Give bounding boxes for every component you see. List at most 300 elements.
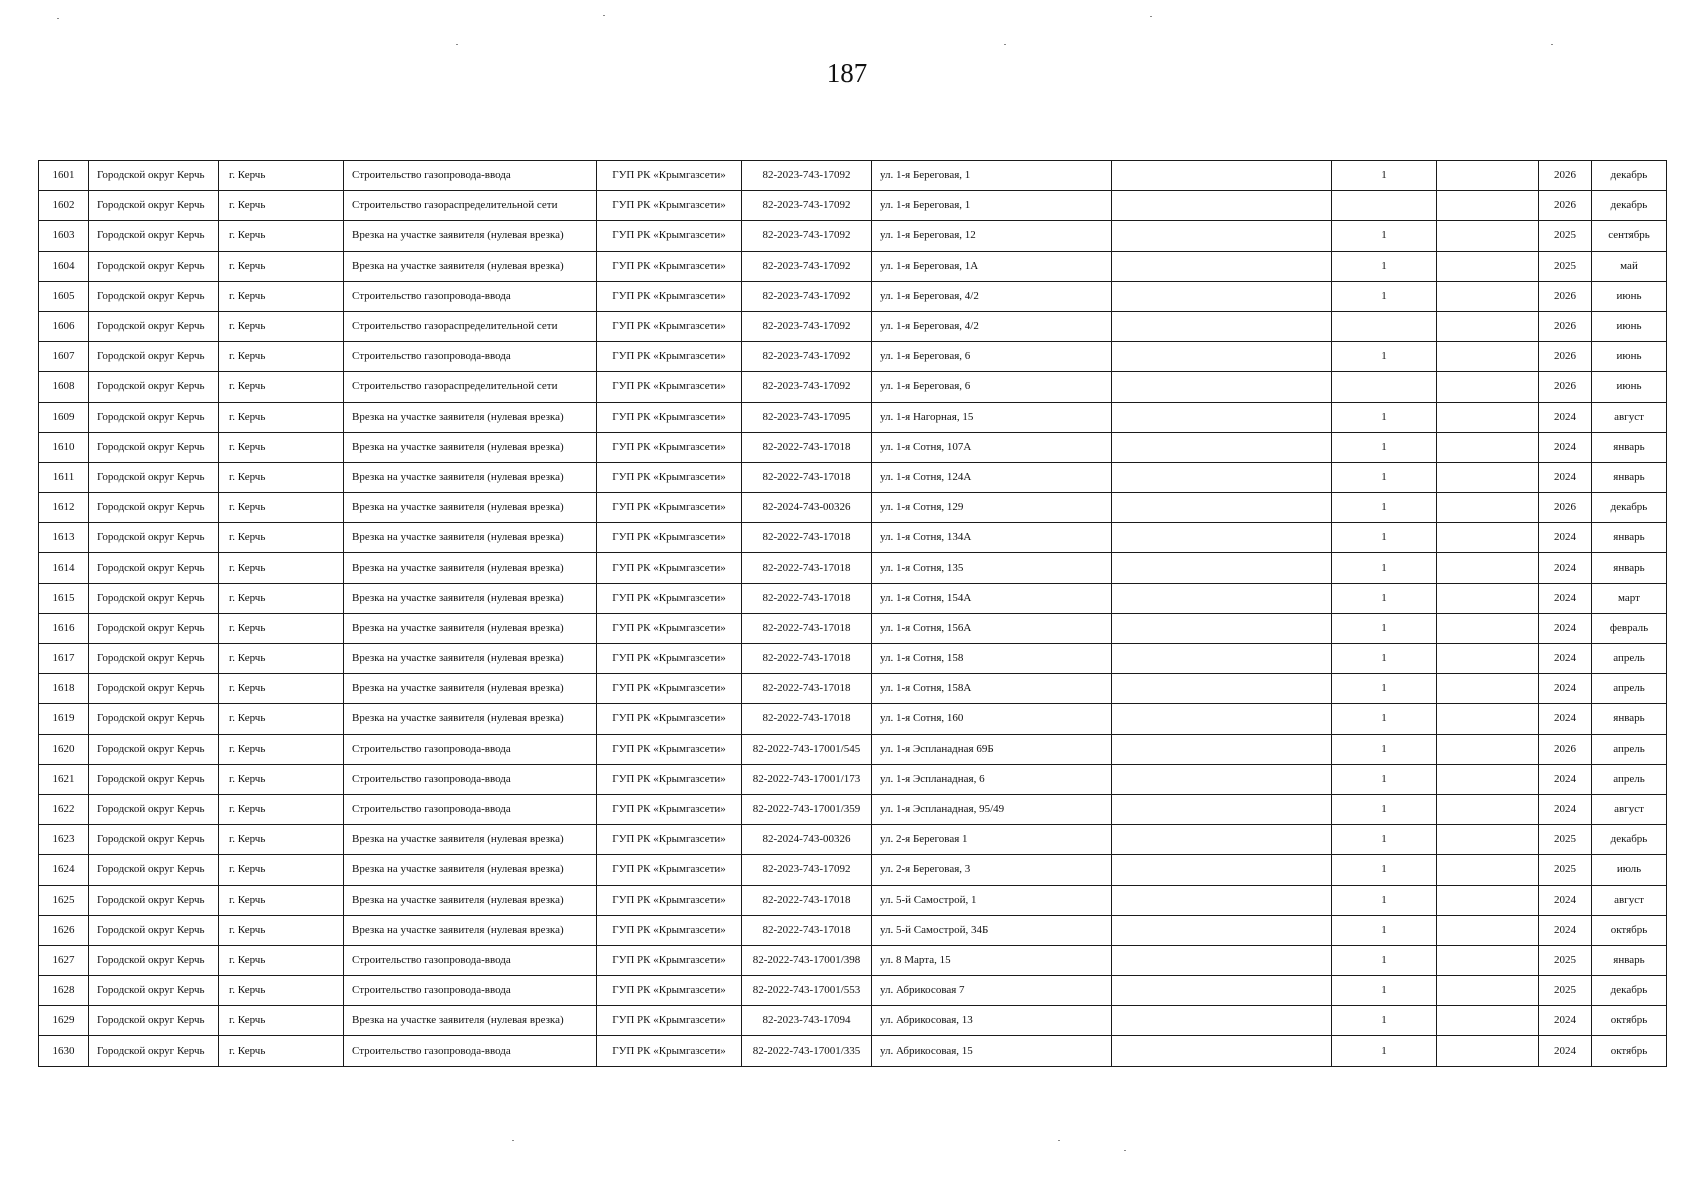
municipality-cell: Городской округ Керчь xyxy=(89,553,219,583)
organization-cell: ГУП РК «Крымгазсети» xyxy=(597,734,742,764)
quantity-cell: 1 xyxy=(1332,764,1437,794)
municipality-cell: Городской округ Керчь xyxy=(89,613,219,643)
locality-cell: г. Керчь xyxy=(219,583,344,613)
year-cell: 2024 xyxy=(1539,674,1592,704)
locality-cell: г. Керчь xyxy=(219,825,344,855)
organization-cell: ГУП РК «Крымгазсети» xyxy=(597,372,742,402)
month-cell: декабрь xyxy=(1592,825,1667,855)
quantity-cell: 1 xyxy=(1332,251,1437,281)
project-code-cell: 82-2023-743-17092 xyxy=(742,251,872,281)
table-row xyxy=(39,794,1667,824)
organization-cell: ГУП РК «Крымгазсети» xyxy=(597,915,742,945)
project-code-cell: 82-2022-743-17018 xyxy=(742,915,872,945)
project-code-cell: 82-2023-743-17092 xyxy=(742,855,872,885)
empty-cell xyxy=(1112,583,1332,613)
table-row xyxy=(39,462,1667,492)
municipality-cell: Городской округ Керчь xyxy=(89,402,219,432)
table-row xyxy=(39,674,1667,704)
table-row xyxy=(39,976,1667,1006)
project-code-cell: 82-2022-743-17001/359 xyxy=(742,794,872,824)
empty-cell xyxy=(1112,855,1332,885)
year-cell: 2024 xyxy=(1539,402,1592,432)
month-cell: апрель xyxy=(1592,734,1667,764)
work-type-cell: Строительство газораспределительной сети xyxy=(344,311,597,341)
empty-cell xyxy=(1112,161,1332,191)
year-cell: 2025 xyxy=(1539,251,1592,281)
table-row xyxy=(39,1036,1667,1066)
month-cell: октябрь xyxy=(1592,1006,1667,1036)
empty-cell xyxy=(1437,855,1539,885)
row-number: 1628 xyxy=(39,976,89,1006)
month-cell: январь xyxy=(1592,432,1667,462)
work-type-cell: Врезка на участке заявителя (нулевая врезка) xyxy=(344,221,597,251)
address-cell: ул. 1-я Береговая, 4/2 xyxy=(872,311,1112,341)
address-cell: ул. 1-я Сотня, 129 xyxy=(872,493,1112,523)
address-cell: ул. 8 Марта, 15 xyxy=(872,945,1112,975)
empty-cell xyxy=(1112,462,1332,492)
quantity-cell: 1 xyxy=(1332,553,1437,583)
year-cell: 2026 xyxy=(1539,281,1592,311)
empty-cell xyxy=(1437,1006,1539,1036)
quantity-cell: 1 xyxy=(1332,855,1437,885)
project-code-cell: 82-2023-743-17092 xyxy=(742,281,872,311)
municipality-cell: Городской округ Керчь xyxy=(89,191,219,221)
quantity-cell: 1 xyxy=(1332,885,1437,915)
work-type-cell: Врезка на участке заявителя (нулевая врезка) xyxy=(344,885,597,915)
empty-cell xyxy=(1437,523,1539,553)
municipality-cell: Городской округ Керчь xyxy=(89,976,219,1006)
locality-cell: г. Керчь xyxy=(219,161,344,191)
organization-cell: ГУП РК «Крымгазсети» xyxy=(597,794,742,824)
project-code-cell: 82-2023-743-17092 xyxy=(742,221,872,251)
organization-cell: ГУП РК «Крымгазсети» xyxy=(597,462,742,492)
year-cell: 2024 xyxy=(1539,432,1592,462)
municipality-cell: Городской округ Керчь xyxy=(89,825,219,855)
quantity-cell: 1 xyxy=(1332,342,1437,372)
year-cell: 2024 xyxy=(1539,915,1592,945)
quantity-cell: 1 xyxy=(1332,1036,1437,1066)
row-number: 1602 xyxy=(39,191,89,221)
organization-cell: ГУП РК «Крымгазсети» xyxy=(597,855,742,885)
row-number: 1622 xyxy=(39,794,89,824)
address-cell: ул. 1-я Сотня, 107А xyxy=(872,432,1112,462)
empty-cell xyxy=(1437,945,1539,975)
quantity-cell: 1 xyxy=(1332,945,1437,975)
month-cell: апрель xyxy=(1592,764,1667,794)
row-number: 1603 xyxy=(39,221,89,251)
organization-cell: ГУП РК «Крымгазсети» xyxy=(597,493,742,523)
year-cell: 2026 xyxy=(1539,372,1592,402)
locality-cell: г. Керчь xyxy=(219,976,344,1006)
municipality-cell: Городской округ Керчь xyxy=(89,945,219,975)
quantity-cell: 1 xyxy=(1332,734,1437,764)
month-cell: декабрь xyxy=(1592,976,1667,1006)
empty-cell xyxy=(1437,1036,1539,1066)
empty-cell xyxy=(1437,281,1539,311)
project-code-cell: 82-2022-743-17018 xyxy=(742,674,872,704)
project-code-cell: 82-2023-743-17092 xyxy=(742,372,872,402)
table-row xyxy=(39,553,1667,583)
empty-cell xyxy=(1112,976,1332,1006)
address-cell: ул. 1-я Береговая, 1 xyxy=(872,161,1112,191)
locality-cell: г. Керчь xyxy=(219,493,344,523)
row-number: 1607 xyxy=(39,342,89,372)
organization-cell: ГУП РК «Крымгазсети» xyxy=(597,825,742,855)
work-type-cell: Строительство газопровода-ввода xyxy=(344,976,597,1006)
municipality-cell: Городской округ Керчь xyxy=(89,311,219,341)
address-cell: ул. 1-я Береговая, 6 xyxy=(872,342,1112,372)
quantity-cell: 1 xyxy=(1332,644,1437,674)
empty-cell xyxy=(1112,794,1332,824)
table-row xyxy=(39,221,1667,251)
year-cell: 2025 xyxy=(1539,825,1592,855)
address-cell: ул. 1-я Сотня, 135 xyxy=(872,553,1112,583)
year-cell: 2024 xyxy=(1539,794,1592,824)
quantity-cell: 1 xyxy=(1332,1006,1437,1036)
empty-cell xyxy=(1112,493,1332,523)
empty-cell xyxy=(1112,221,1332,251)
empty-cell xyxy=(1112,734,1332,764)
project-code-cell: 82-2023-743-17092 xyxy=(742,311,872,341)
locality-cell: г. Керчь xyxy=(219,553,344,583)
row-number: 1624 xyxy=(39,855,89,885)
project-code-cell: 82-2022-743-17001/553 xyxy=(742,976,872,1006)
work-type-cell: Врезка на участке заявителя (нулевая врезка) xyxy=(344,251,597,281)
month-cell: декабрь xyxy=(1592,191,1667,221)
work-type-cell: Врезка на участке заявителя (нулевая врезка) xyxy=(344,432,597,462)
scan-speck xyxy=(1004,44,1006,45)
row-number: 1606 xyxy=(39,311,89,341)
organization-cell: ГУП РК «Крымгазсети» xyxy=(597,613,742,643)
address-cell: ул. 1-я Эспланадная 69Б xyxy=(872,734,1112,764)
empty-cell xyxy=(1437,885,1539,915)
work-type-cell: Врезка на участке заявителя (нулевая врезка) xyxy=(344,553,597,583)
organization-cell: ГУП РК «Крымгазсети» xyxy=(597,432,742,462)
empty-cell xyxy=(1437,191,1539,221)
address-cell: ул. 1-я Береговая, 4/2 xyxy=(872,281,1112,311)
work-type-cell: Врезка на участке заявителя (нулевая врезка) xyxy=(344,613,597,643)
empty-cell xyxy=(1437,161,1539,191)
locality-cell: г. Керчь xyxy=(219,613,344,643)
empty-cell xyxy=(1437,644,1539,674)
gas-works-table-wrapper xyxy=(38,160,1667,1067)
locality-cell: г. Керчь xyxy=(219,734,344,764)
year-cell: 2026 xyxy=(1539,493,1592,523)
address-cell: ул. 1-я Береговая, 1А xyxy=(872,251,1112,281)
row-number: 1620 xyxy=(39,734,89,764)
empty-cell xyxy=(1112,1036,1332,1066)
gas-works-table xyxy=(38,160,1667,1067)
empty-cell xyxy=(1112,402,1332,432)
work-type-cell: Строительство газораспределительной сети xyxy=(344,191,597,221)
empty-cell xyxy=(1437,583,1539,613)
address-cell: ул. 2-я Береговая 1 xyxy=(872,825,1112,855)
work-type-cell: Строительство газопровода-ввода xyxy=(344,342,597,372)
empty-cell xyxy=(1437,764,1539,794)
address-cell: ул. 1-я Сотня, 154А xyxy=(872,583,1112,613)
locality-cell: г. Керчь xyxy=(219,1006,344,1036)
address-cell: ул. Абрикосовая 7 xyxy=(872,976,1112,1006)
table-row xyxy=(39,342,1667,372)
empty-cell xyxy=(1437,734,1539,764)
municipality-cell: Городской округ Керчь xyxy=(89,583,219,613)
project-code-cell: 82-2022-743-17001/545 xyxy=(742,734,872,764)
organization-cell: ГУП РК «Крымгазсети» xyxy=(597,191,742,221)
municipality-cell: Городской округ Керчь xyxy=(89,281,219,311)
table-row xyxy=(39,855,1667,885)
empty-cell xyxy=(1112,281,1332,311)
table-body xyxy=(39,161,1667,1067)
organization-cell: ГУП РК «Крымгазсети» xyxy=(597,402,742,432)
organization-cell: ГУП РК «Крымгазсети» xyxy=(597,523,742,553)
year-cell: 2026 xyxy=(1539,342,1592,372)
locality-cell: г. Керчь xyxy=(219,432,344,462)
municipality-cell: Городской округ Керчь xyxy=(89,794,219,824)
organization-cell: ГУП РК «Крымгазсети» xyxy=(597,161,742,191)
work-type-cell: Строительство газопровода-ввода xyxy=(344,1036,597,1066)
work-type-cell: Врезка на участке заявителя (нулевая врезка) xyxy=(344,825,597,855)
project-code-cell: 82-2022-743-17001/335 xyxy=(742,1036,872,1066)
empty-cell xyxy=(1437,613,1539,643)
organization-cell: ГУП РК «Крымгазсети» xyxy=(597,311,742,341)
quantity-cell: 1 xyxy=(1332,704,1437,734)
quantity-cell xyxy=(1332,311,1437,341)
row-number: 1614 xyxy=(39,553,89,583)
scan-speck xyxy=(57,18,59,19)
month-cell: апрель xyxy=(1592,644,1667,674)
quantity-cell: 1 xyxy=(1332,432,1437,462)
table-row xyxy=(39,613,1667,643)
row-number: 1609 xyxy=(39,402,89,432)
year-cell: 2024 xyxy=(1539,644,1592,674)
table-row xyxy=(39,432,1667,462)
empty-cell xyxy=(1437,553,1539,583)
address-cell: ул. 1-я Береговая, 6 xyxy=(872,372,1112,402)
row-number: 1627 xyxy=(39,945,89,975)
organization-cell: ГУП РК «Крымгазсети» xyxy=(597,885,742,915)
scan-speck xyxy=(603,15,605,16)
quantity-cell: 1 xyxy=(1332,825,1437,855)
row-number: 1604 xyxy=(39,251,89,281)
month-cell: январь xyxy=(1592,523,1667,553)
empty-cell xyxy=(1112,825,1332,855)
organization-cell: ГУП РК «Крымгазсети» xyxy=(597,281,742,311)
project-code-cell: 82-2022-743-17018 xyxy=(742,613,872,643)
organization-cell: ГУП РК «Крымгазсети» xyxy=(597,221,742,251)
table-row xyxy=(39,311,1667,341)
table-row xyxy=(39,402,1667,432)
quantity-cell: 1 xyxy=(1332,613,1437,643)
project-code-cell: 82-2024-743-00326 xyxy=(742,493,872,523)
table-row xyxy=(39,734,1667,764)
table-row xyxy=(39,523,1667,553)
locality-cell: г. Керчь xyxy=(219,462,344,492)
month-cell: август xyxy=(1592,794,1667,824)
organization-cell: ГУП РК «Крымгазсети» xyxy=(597,704,742,734)
project-code-cell: 82-2022-743-17001/173 xyxy=(742,764,872,794)
work-type-cell: Строительство газопровода-ввода xyxy=(344,281,597,311)
work-type-cell: Строительство газопровода-ввода xyxy=(344,764,597,794)
municipality-cell: Городской округ Керчь xyxy=(89,462,219,492)
quantity-cell: 1 xyxy=(1332,493,1437,523)
scan-speck xyxy=(456,44,458,45)
empty-cell xyxy=(1437,704,1539,734)
scan-speck xyxy=(1551,44,1553,45)
empty-cell xyxy=(1112,311,1332,341)
row-number: 1608 xyxy=(39,372,89,402)
project-code-cell: 82-2023-743-17092 xyxy=(742,191,872,221)
empty-cell xyxy=(1437,825,1539,855)
month-cell: июнь xyxy=(1592,311,1667,341)
quantity-cell: 1 xyxy=(1332,281,1437,311)
row-number: 1605 xyxy=(39,281,89,311)
row-number: 1621 xyxy=(39,764,89,794)
month-cell: август xyxy=(1592,885,1667,915)
row-number: 1629 xyxy=(39,1006,89,1036)
locality-cell: г. Керчь xyxy=(219,915,344,945)
municipality-cell: Городской округ Керчь xyxy=(89,855,219,885)
project-code-cell: 82-2023-743-17092 xyxy=(742,342,872,372)
empty-cell xyxy=(1112,372,1332,402)
empty-cell xyxy=(1437,311,1539,341)
empty-cell xyxy=(1112,704,1332,734)
month-cell: июль xyxy=(1592,855,1667,885)
work-type-cell: Строительство газопровода-ввода xyxy=(344,794,597,824)
table-row xyxy=(39,161,1667,191)
work-type-cell: Врезка на участке заявителя (нулевая врезка) xyxy=(344,402,597,432)
locality-cell: г. Керчь xyxy=(219,644,344,674)
organization-cell: ГУП РК «Крымгазсети» xyxy=(597,764,742,794)
address-cell: ул. 1-я Эспланадная, 95/49 xyxy=(872,794,1112,824)
address-cell: ул. Абрикосовая, 13 xyxy=(872,1006,1112,1036)
municipality-cell: Городской округ Керчь xyxy=(89,493,219,523)
empty-cell xyxy=(1112,1006,1332,1036)
organization-cell: ГУП РК «Крымгазсети» xyxy=(597,553,742,583)
work-type-cell: Врезка на участке заявителя (нулевая врезка) xyxy=(344,915,597,945)
quantity-cell: 1 xyxy=(1332,794,1437,824)
project-code-cell: 82-2022-743-17018 xyxy=(742,553,872,583)
row-number: 1630 xyxy=(39,1036,89,1066)
empty-cell xyxy=(1112,191,1332,221)
locality-cell: г. Керчь xyxy=(219,1036,344,1066)
work-type-cell: Врезка на участке заявителя (нулевая врезка) xyxy=(344,523,597,553)
locality-cell: г. Керчь xyxy=(219,855,344,885)
table-row xyxy=(39,644,1667,674)
address-cell: ул. 1-я Береговая, 1 xyxy=(872,191,1112,221)
table-row xyxy=(39,583,1667,613)
locality-cell: г. Керчь xyxy=(219,372,344,402)
work-type-cell: Врезка на участке заявителя (нулевая врезка) xyxy=(344,674,597,704)
scan-speck xyxy=(1058,1140,1060,1141)
municipality-cell: Городской округ Керчь xyxy=(89,342,219,372)
empty-cell xyxy=(1437,794,1539,824)
empty-cell xyxy=(1112,915,1332,945)
address-cell: ул. 1-я Сотня, 158 xyxy=(872,644,1112,674)
municipality-cell: Городской округ Керчь xyxy=(89,372,219,402)
month-cell: январь xyxy=(1592,945,1667,975)
locality-cell: г. Керчь xyxy=(219,704,344,734)
month-cell: июнь xyxy=(1592,281,1667,311)
municipality-cell: Городской округ Керчь xyxy=(89,1006,219,1036)
address-cell: ул. 5-й Самострой, 1 xyxy=(872,885,1112,915)
empty-cell xyxy=(1112,945,1332,975)
year-cell: 2026 xyxy=(1539,161,1592,191)
municipality-cell: Городской округ Керчь xyxy=(89,1036,219,1066)
row-number: 1619 xyxy=(39,704,89,734)
work-type-cell: Строительство газопровода-ввода xyxy=(344,734,597,764)
year-cell: 2026 xyxy=(1539,734,1592,764)
empty-cell xyxy=(1437,432,1539,462)
municipality-cell: Городской округ Керчь xyxy=(89,644,219,674)
locality-cell: г. Керчь xyxy=(219,311,344,341)
address-cell: ул. 1-я Береговая, 12 xyxy=(872,221,1112,251)
locality-cell: г. Керчь xyxy=(219,342,344,372)
table-row xyxy=(39,281,1667,311)
address-cell: ул. 1-я Сотня, 124А xyxy=(872,462,1112,492)
table-row xyxy=(39,493,1667,523)
address-cell: ул. 2-я Береговая, 3 xyxy=(872,855,1112,885)
address-cell: ул. 1-я Эспланадная, 6 xyxy=(872,764,1112,794)
project-code-cell: 82-2022-743-17018 xyxy=(742,704,872,734)
address-cell: ул. 5-й Самострой, 34Б xyxy=(872,915,1112,945)
municipality-cell: Городской округ Керчь xyxy=(89,251,219,281)
locality-cell: г. Керчь xyxy=(219,945,344,975)
project-code-cell: 82-2022-743-17018 xyxy=(742,523,872,553)
year-cell: 2024 xyxy=(1539,1036,1592,1066)
month-cell: декабрь xyxy=(1592,161,1667,191)
scan-speck xyxy=(512,1140,514,1141)
year-cell: 2024 xyxy=(1539,1006,1592,1036)
address-cell: ул. 1-я Сотня, 156А xyxy=(872,613,1112,643)
month-cell: декабрь xyxy=(1592,493,1667,523)
table-row xyxy=(39,825,1667,855)
organization-cell: ГУП РК «Крымгазсети» xyxy=(597,976,742,1006)
page-number: 187 xyxy=(826,58,868,88)
year-cell: 2024 xyxy=(1539,462,1592,492)
locality-cell: г. Керчь xyxy=(219,794,344,824)
municipality-cell: Городской округ Керчь xyxy=(89,221,219,251)
year-cell: 2024 xyxy=(1539,553,1592,583)
row-number: 1617 xyxy=(39,644,89,674)
empty-cell xyxy=(1437,402,1539,432)
project-code-cell: 82-2023-743-17094 xyxy=(742,1006,872,1036)
empty-cell xyxy=(1112,342,1332,372)
locality-cell: г. Керчь xyxy=(219,221,344,251)
project-code-cell: 82-2022-743-17018 xyxy=(742,583,872,613)
organization-cell: ГУП РК «Крымгазсети» xyxy=(597,1036,742,1066)
quantity-cell: 1 xyxy=(1332,583,1437,613)
empty-cell xyxy=(1112,523,1332,553)
month-cell: март xyxy=(1592,583,1667,613)
table-row xyxy=(39,1006,1667,1036)
row-number: 1613 xyxy=(39,523,89,553)
municipality-cell: Городской округ Керчь xyxy=(89,885,219,915)
work-type-cell: Врезка на участке заявителя (нулевая врезка) xyxy=(344,704,597,734)
empty-cell xyxy=(1437,976,1539,1006)
municipality-cell: Городской округ Керчь xyxy=(89,523,219,553)
month-cell: январь xyxy=(1592,462,1667,492)
address-cell: ул. Абрикосовая, 15 xyxy=(872,1036,1112,1066)
row-number: 1625 xyxy=(39,885,89,915)
locality-cell: г. Керчь xyxy=(219,281,344,311)
quantity-cell: 1 xyxy=(1332,674,1437,704)
quantity-cell xyxy=(1332,191,1437,221)
project-code-cell: 82-2023-743-17095 xyxy=(742,402,872,432)
municipality-cell: Городской округ Керчь xyxy=(89,161,219,191)
row-number: 1601 xyxy=(39,161,89,191)
quantity-cell: 1 xyxy=(1332,915,1437,945)
empty-cell xyxy=(1112,553,1332,583)
